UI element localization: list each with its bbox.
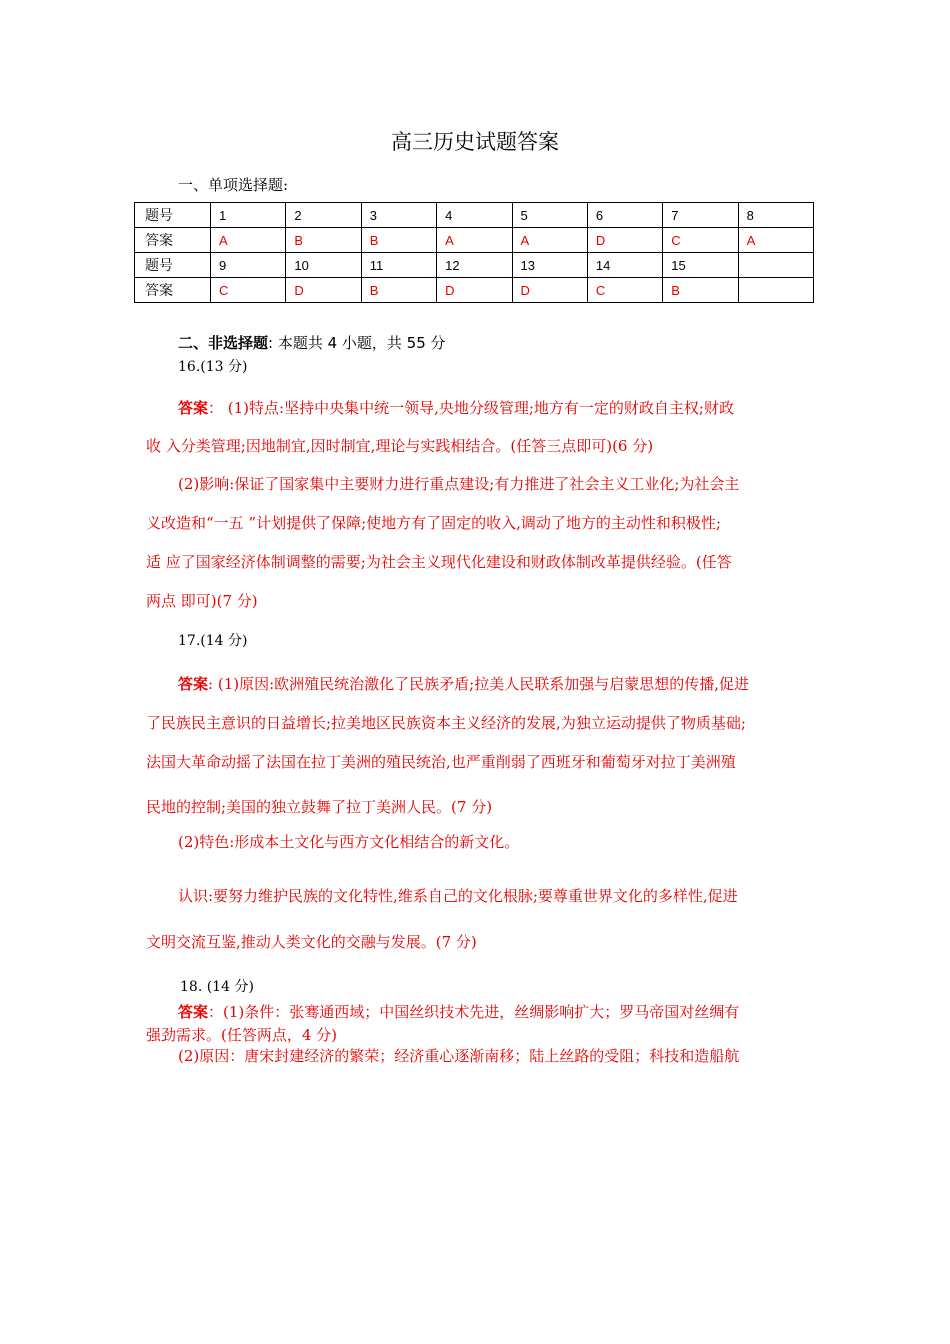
table-row-numbers xyxy=(135,253,814,278)
answer-cell: B xyxy=(361,278,436,303)
q17-answer-p3 xyxy=(146,873,810,965)
q16-p1-line: ： (1)特点:坚持中央集中统一领导,央地分级管理;地方有一定的财政自主权;财政 xyxy=(208,399,734,417)
table-answer-label: 答案 xyxy=(135,228,211,253)
q17-p1-line: 民地的控制;美国的独立鼓舞了拉丁美洲人民。(7 分) xyxy=(146,798,493,816)
question-number-cell: 13 xyxy=(512,253,587,278)
answer-cell: A xyxy=(211,228,286,253)
q17-answer-label: 答案 xyxy=(178,675,209,693)
question-number-cell: 3 xyxy=(361,203,436,228)
q16-p2-line: 两点 即可)(7 分) xyxy=(146,592,258,610)
q18-p1-line: 强劲需求。(任答两点，4 分) xyxy=(146,1026,338,1044)
q16-p2-line: (2)影响:保证了国家集中主要财力进行重点建设;有力推进了社会主义工业化;为社会主 xyxy=(178,475,740,493)
q18-answer-label: 答案 xyxy=(178,1003,209,1021)
question-number-cell: 14 xyxy=(587,253,662,278)
q17-p1-line: 法国大革命动摇了法国在拉丁美洲的殖民统治,也严重削弱了西班牙和葡萄牙对拉丁美洲殖 xyxy=(146,753,736,771)
section-2-rest: : 本题共 4 小题，共 55 分 xyxy=(268,334,446,352)
question-number-cell: 8 xyxy=(738,203,813,228)
q18-answer-p1 xyxy=(146,1001,810,1047)
answer-cell: A xyxy=(738,228,813,253)
question-number-cell: 15 xyxy=(663,253,738,278)
question-number-cell xyxy=(738,253,813,278)
table-row-answers xyxy=(135,278,814,303)
q17-p2: (2)特色:形成本土文化与西方文化相结合的新文化。 xyxy=(178,833,520,851)
answer-cell: C xyxy=(587,278,662,303)
question-number-cell: 11 xyxy=(361,253,436,278)
question-number-cell: 9 xyxy=(211,253,286,278)
answer-cell: A xyxy=(437,228,512,253)
q16-heading: 16.(13 分) xyxy=(178,359,248,375)
q17-heading: 17.(14 分) xyxy=(178,633,248,649)
q17-p1-line: : (1)原因:欧洲殖民统治激化了民族矛盾;拉美人民联系加强与启蒙思想的传播,促进 xyxy=(208,675,749,693)
q17-p1-line: 了民族民主意识的日益增长;拉美地区民族资本主义经济的发展,为独立运动提供了物质基础; xyxy=(146,714,746,732)
q16-p2-line: 适 应了国家经济体制调整的需要;为社会主义现代化建设和财政体制改革提供经验。(任答 xyxy=(146,553,732,571)
section-2-bold: 二、非选择题 xyxy=(178,334,269,352)
answer-cell: D xyxy=(286,278,361,303)
answer-cell: D xyxy=(587,228,662,253)
q16-answer-p1 xyxy=(146,389,810,465)
question-number-cell: 5 xyxy=(512,203,587,228)
q18-p1-line: ：(1)条件：张骞通西域；中国丝织技术先进，丝绸影响扩大；罗马帝国对丝绸有 xyxy=(208,1003,740,1021)
table-header-label: 题号 xyxy=(135,203,211,228)
answer-cell xyxy=(738,278,813,303)
answer-cell: B xyxy=(286,228,361,253)
answer-cell: D xyxy=(512,278,587,303)
q16-answer-p2 xyxy=(146,465,810,621)
q16-answer-label: 答案 xyxy=(178,399,209,417)
answer-cell: C xyxy=(211,278,286,303)
question-number-cell: 7 xyxy=(663,203,738,228)
q17-p3-line: 文明交流互鉴,推动人类文化的交融与发展。(7 分) xyxy=(146,933,477,951)
q18-p2: (2)原因：唐宋封建经济的繁荣；经济重心逐渐南移；陆上丝路的受阻；科技和造船航 xyxy=(178,1047,740,1065)
question-number-cell: 2 xyxy=(286,203,361,228)
answer-cell: B xyxy=(361,228,436,253)
q16-p1-line: 收 入分类管理;因地制宜,因时制宜,理论与实践相结合。(任答三点即可)(6 分) xyxy=(146,437,654,455)
table-header-label: 题号 xyxy=(135,253,211,278)
q18-heading: 18. (14 分) xyxy=(180,979,254,995)
q17-answer-p1 xyxy=(146,665,810,827)
answer-cell: A xyxy=(512,228,587,253)
table-row-answers xyxy=(135,228,814,253)
question-number-cell: 12 xyxy=(437,253,512,278)
page-title: 高三历史试题答案 xyxy=(391,130,559,154)
answer-table xyxy=(134,202,814,303)
answer-cell: C xyxy=(663,228,738,253)
question-number-cell: 10 xyxy=(286,253,361,278)
question-number-cell: 6 xyxy=(587,203,662,228)
question-number-cell: 4 xyxy=(437,203,512,228)
section-2-heading xyxy=(178,332,446,353)
section-1-heading: 一、单项选择题: xyxy=(178,176,289,194)
question-number-cell: 1 xyxy=(211,203,286,228)
table-row-numbers xyxy=(135,203,814,228)
answer-cell: D xyxy=(437,278,512,303)
q16-p2-line: 义改造和“一五 ”计划提供了保障;使地方有了固定的收入,调动了地方的主动性和积极性; xyxy=(146,514,721,532)
table-answer-label: 答案 xyxy=(135,278,211,303)
q17-p3-line: 认识:要努力维护民族的文化特性,维系自己的文化根脉;要尊重世界文化的多样性,促进 xyxy=(178,887,738,905)
answer-cell: B xyxy=(663,278,738,303)
